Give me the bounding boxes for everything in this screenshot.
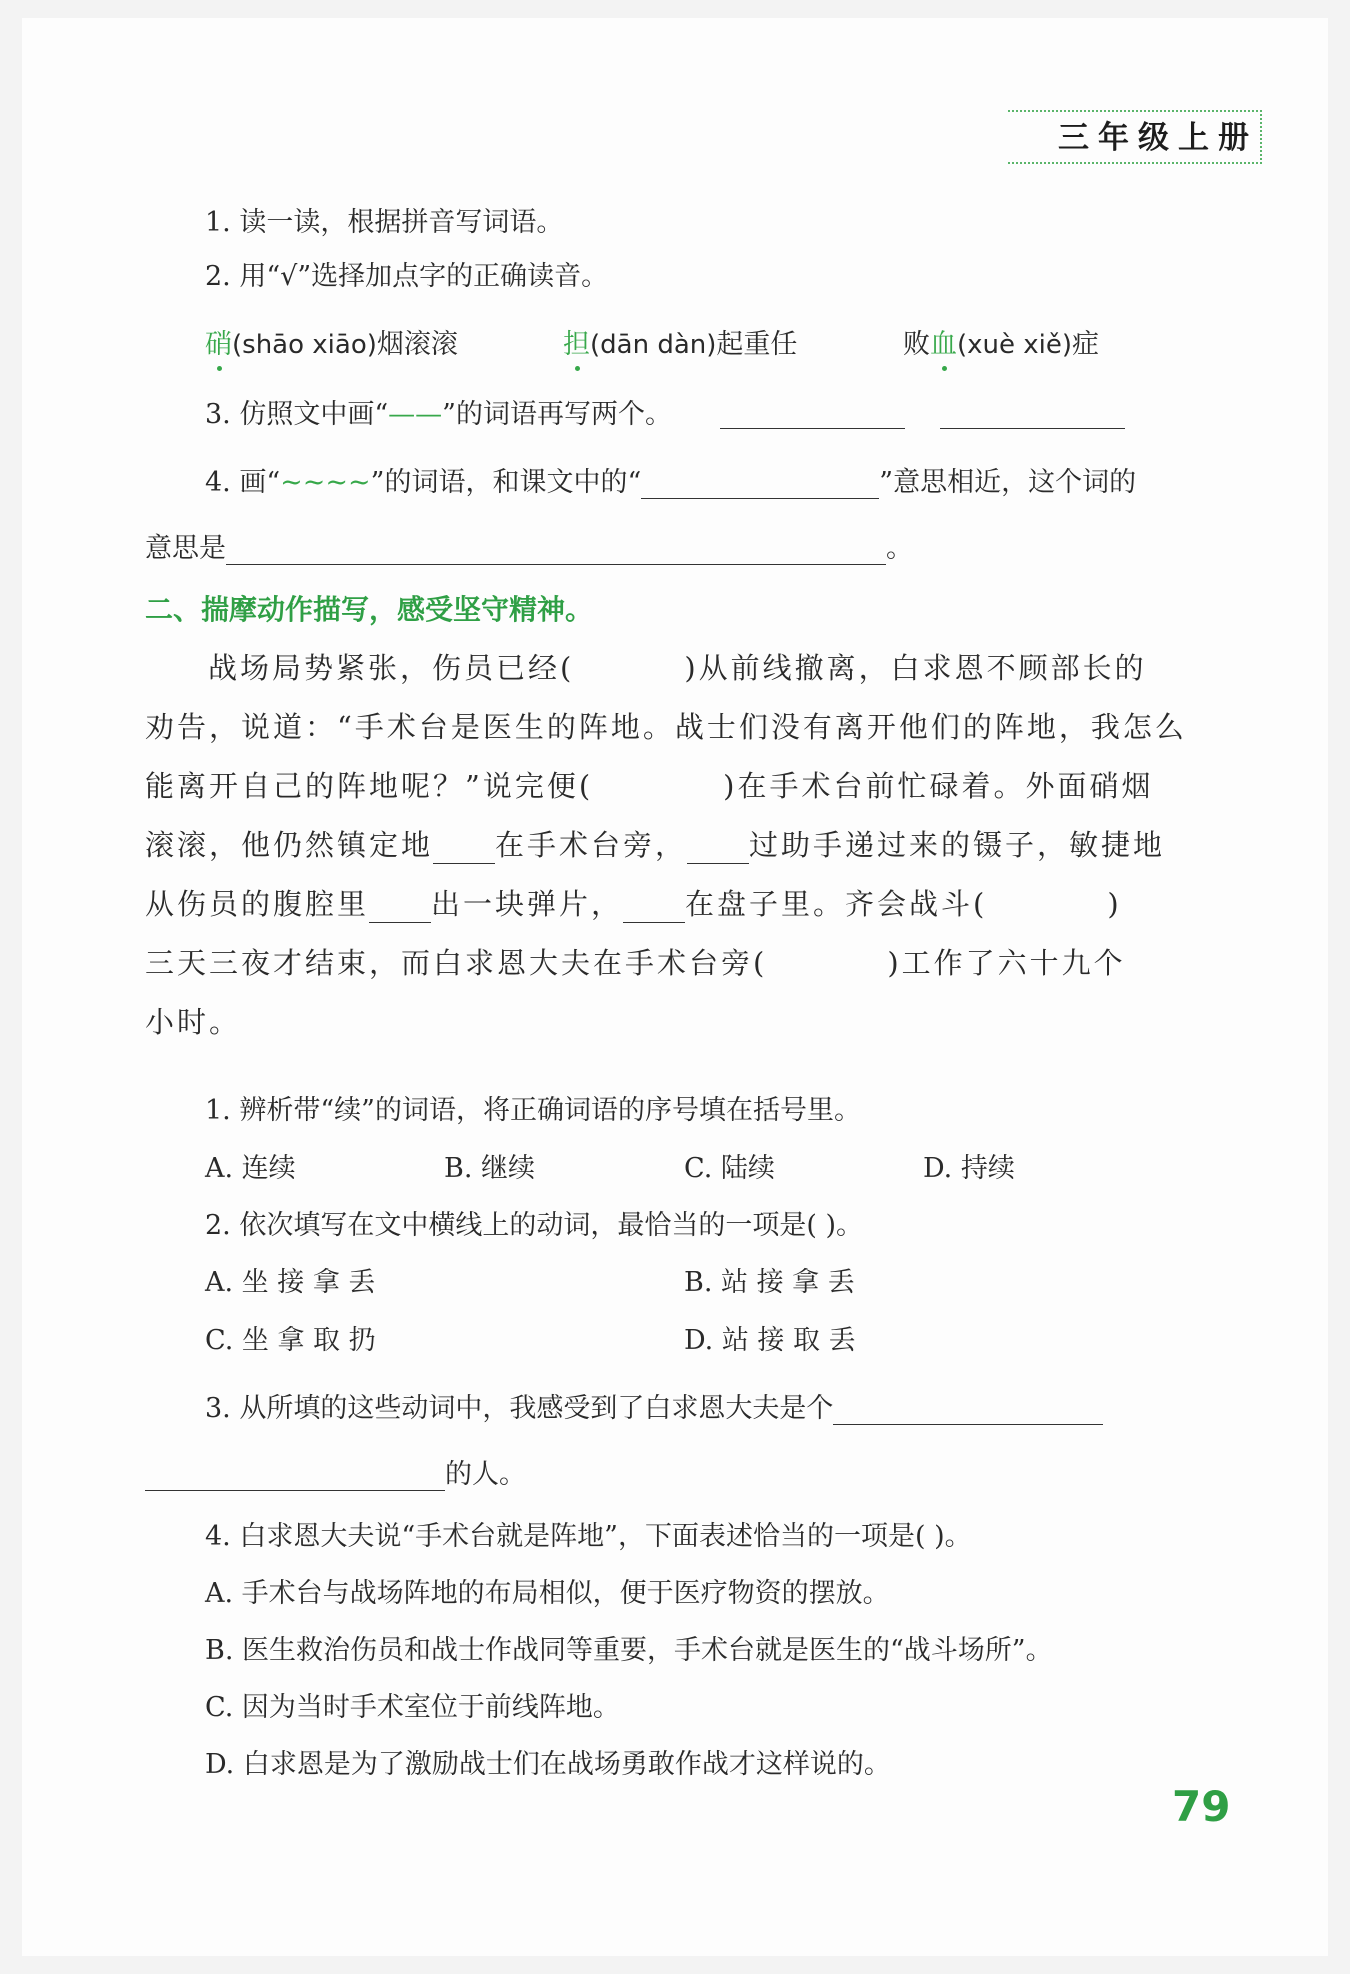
passage-line-1: 战场局势紧张，伤员已经( )从前线撤离，白求恩不顾部长的 <box>208 651 1147 685</box>
passage-line-7: 小时。 <box>145 1005 242 1039</box>
page-number: 79 <box>1172 1782 1231 1831</box>
passage-line-4: 滚滚，他仍然镇定地 在手术台旁， 过助手递过来的镊子，敏捷地 <box>145 828 1166 862</box>
verb-blank-2[interactable] <box>687 833 749 864</box>
answer-blank-q4b[interactable] <box>226 536 886 565</box>
q2-option-d: D. 站 接 取 丢 <box>684 1325 856 1356</box>
option-d: D. 持续 <box>923 1153 1015 1184</box>
section-2-title: 二、揣摩动作描写，感受坚守精神。 <box>145 593 594 626</box>
q4-option-c: C. 因为当时手术室位于前线阵地。 <box>205 1692 620 1723</box>
question-2-2: 2. 依次填写在文中横线上的动词，最恰当的一项是( )。 <box>205 1210 863 1241</box>
verb-blank-3[interactable] <box>369 892 431 923</box>
question-2-4: 4. 白求恩大夫说“手术台就是阵地”，下面表述恰当的一项是( )。 <box>205 1521 972 1552</box>
passage-line-3: 能离开自己的阵地呢？”说完便( )在手术台前忙碌着。外面硝烟 <box>145 769 1154 803</box>
answer-blank-q2-3a[interactable] <box>833 1396 1103 1425</box>
q2-option-a: A. 坐 接 拿 丢 <box>205 1267 376 1298</box>
q2-option-c: C. 坐 拿 取 扔 <box>205 1325 376 1356</box>
q4-option-b: B. 医生救治伤员和战士作战同等重要，手术台就是医生的“战斗场所”。 <box>205 1635 1053 1666</box>
grade-label: 三年级上册 <box>1058 120 1258 156</box>
passage-line-5: 从伤员的腹腔里 出一块弹片， 在盘子里。齐会战斗( ) <box>145 887 1122 921</box>
answer-blank-q3b[interactable] <box>940 428 1125 429</box>
option-a: A. 连续 <box>205 1153 296 1184</box>
answer-blank-q2-3b[interactable] <box>145 1462 445 1491</box>
passage-line-6: 三天三夜才结束，而白求恩大夫在手术台旁( )工作了六十九个 <box>145 946 1126 980</box>
q4-option-a: A. 手术台与战场阵地的布局相似，便于医疗物资的摆放。 <box>205 1578 890 1609</box>
verb-blank-1[interactable] <box>433 833 495 864</box>
question-1: 1. 读一读，根据拼音写词语。 <box>205 207 564 238</box>
verb-blank-4[interactable] <box>623 892 685 923</box>
pron-item-1: 硝(shāo xiāo)烟滚滚 <box>205 322 458 361</box>
question-3: 3. 仿照文中画“——”的词语再写两个。 <box>205 399 672 430</box>
pron-item-3: 败血(xuè xiě)症 <box>903 322 1099 361</box>
option-b: B. 继续 <box>444 1153 536 1184</box>
q2-option-b: B. 站 接 拿 丢 <box>684 1267 855 1298</box>
question-2-3-line2: 的人。 <box>145 1452 526 1491</box>
question-2-1: 1. 辨析带“续”的词语，将正确词语的序号填在括号里。 <box>205 1095 861 1126</box>
answer-blank-q3a[interactable] <box>720 428 905 429</box>
passage-line-2: 劝告，说道：“手术台是医生的阵地。战士们没有离开他们的阵地，我怎么 <box>145 710 1187 744</box>
question-2-3: 3. 从所填的这些动词中，我感受到了白求恩大夫是个 <box>205 1386 1103 1425</box>
answer-blank-q4a[interactable] <box>641 470 879 499</box>
pron-item-2: 担(dān dàn)起重任 <box>563 322 797 361</box>
question-4: 4. 画“~~~~”的词语，和课文中的“ ”意思相近，这个词的 <box>205 467 1137 498</box>
question-4-line2: 意思是 。 <box>145 533 913 564</box>
question-2: 2. 用“√”选择加点字的正确读音。 <box>205 261 609 292</box>
q4-option-d: D. 白求恩是为了激励战士们在战场勇敢作战才这样说的。 <box>205 1749 891 1780</box>
option-c: C. 陆续 <box>684 1153 775 1184</box>
